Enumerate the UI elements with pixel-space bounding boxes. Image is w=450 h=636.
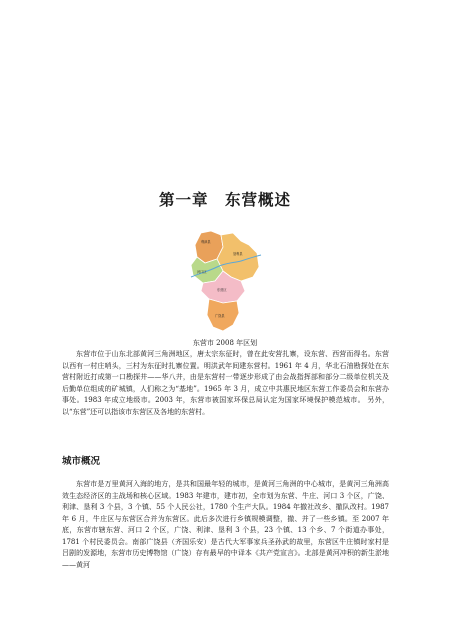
overview-paragraph: 东营市是万里黄河入海的地方，是共和国最年轻的城市，是黄河三角洲的中心城市，是黄河三角洲高效生态经济区的主战场和核心区域。1983 年建市，建市初，全市划为东营、牛庄、河口 3 个区，广饶、利津、垦利 3 个县，3 个镇、55 个人民公社，1780 个生产大队。1984 年撤社改乡、撤队改村。1987 年 6 月，牛庄区与东营区合并为东营区。此后多次进行乡镇规模调整，撤、并了一些乡镇。至 2007 年底，东营市辖东营、河口 2 个区，广饶、利津、垦利 3 个县，23 个镇、13 个乡、7 个街道办事处，1781 个村民委员会。南部广饶县（齐国乐安）是古代大军事家兵圣孙武的故里，东营区牛庄镇时家村是吕剧的发源地，东营市历史博物馆（广饶）存有最早的中译本《共产党宣言》。北部是黄河冲积的新生淤地——黄河 (62, 480, 389, 569)
label-lijin: 利津县 (201, 240, 211, 244)
section-heading: 城市概况 (62, 456, 101, 467)
label-guangrao: 广饶县 (215, 314, 225, 318)
label-kenli: 垦利县 (233, 252, 243, 256)
district-map-graphic (187, 227, 265, 335)
label-dongying: 东营区 (217, 288, 227, 292)
label-hekou: 河口区 (197, 270, 207, 274)
map-caption: 东营市 2008 年区划 (192, 339, 258, 347)
district-map (187, 227, 265, 335)
intro-paragraph: 东营市位于山东北部黄河三角洲地区，唐太宗东征时，曾在此安营扎寨，设东营、西营而得名。东营以西有一村庄哨头，三村为东征时扎寨位置。明洪武年间建东营村。1961 年 4 月，华北石油勘探处在东营村附近打成第一口勘探井——华八井，由是东营村一带逐步形成了由会战指挥部和部分二级单位机关及后勤单位组成的矿城镇，人们称之为“基地”。1965 年 3 月，成立中共惠民地区东营工作委员会和东营办事处。1983 年成立地级市。2003 年，东营市被国家环保总局认定为国家环境保护模范城市。 另外，以“东营”还可以指该市东营区及各地的东营村。 (62, 350, 389, 416)
chapter-title: 第一章 东营概述 (158, 191, 291, 209)
